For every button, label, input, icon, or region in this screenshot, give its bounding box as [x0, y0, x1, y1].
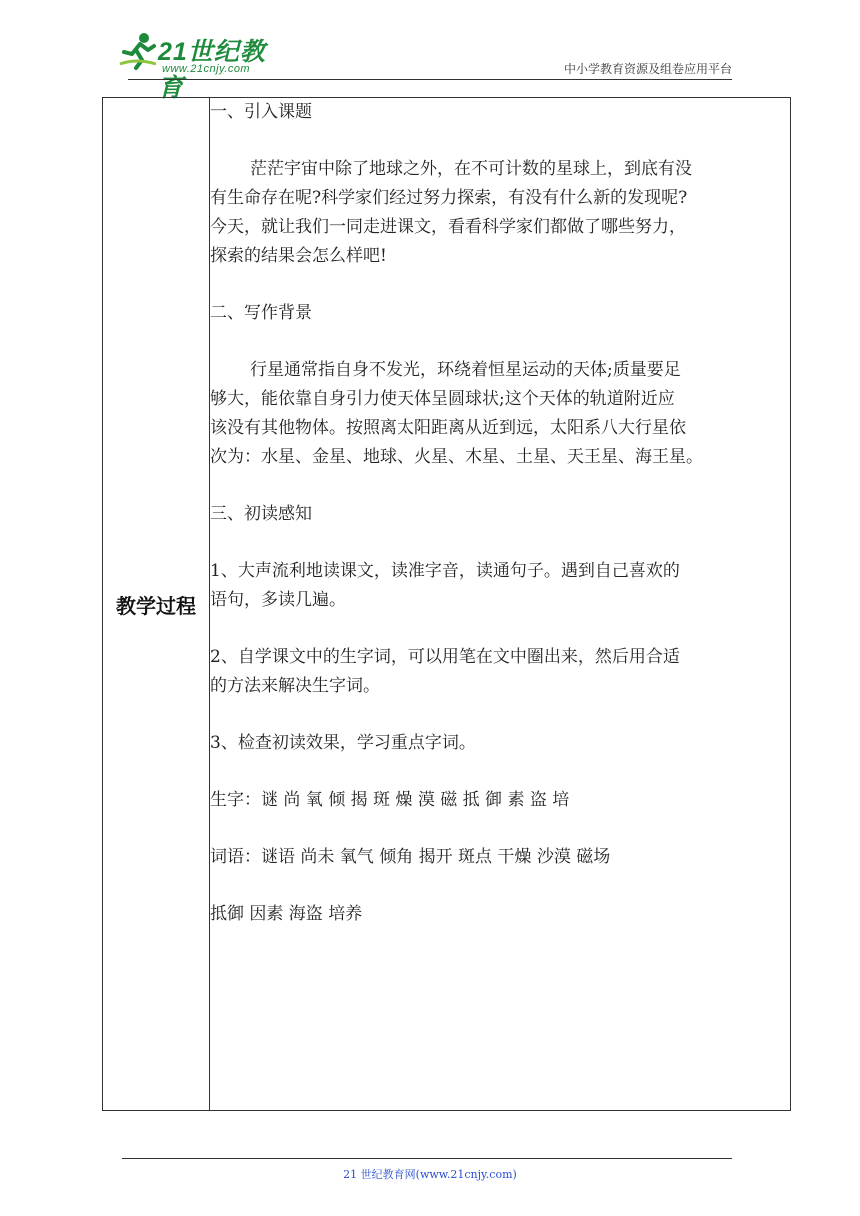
paragraph-line: 行星通常指自身不发光，环绕着恒星运动的天体;质量要足	[250, 360, 681, 380]
row-label: 教学过程	[103, 98, 210, 1111]
logo-url: www.21cnjy.com	[162, 63, 251, 75]
new-characters: 生字：谜 尚 氧 倾 揭 斑 燥 漠 磁 抵 御 素 盗 培	[210, 790, 570, 810]
section-heading: 二、写作背景	[210, 303, 312, 323]
paragraph-line: 今天，就让我们一同走进课文，看看科学家们都做了哪些努力，	[210, 217, 686, 237]
paragraph-line: 茫茫宇宙中除了地球之外，在不可计数的星球上，到底有没	[250, 159, 692, 179]
site-logo[interactable]	[118, 30, 288, 102]
vocabulary-line: 抵御 因素 海盗 培养	[210, 904, 363, 924]
list-item-line: 的方法来解决生字词。	[210, 676, 380, 696]
section-heading: 一、引入课题	[210, 102, 312, 122]
lesson-content	[210, 98, 791, 1111]
section-heading: 三、初读感知	[210, 504, 312, 524]
paragraph-line: 有生命存在呢?科学家们经过努力探索，有没有什么新的发现呢?	[210, 188, 688, 208]
page-header	[0, 0, 860, 102]
footer-link[interactable]: 21 世纪教育网(www.21cnjy.com)	[343, 1168, 517, 1181]
list-item-line: 语句，多读几遍。	[210, 590, 346, 610]
list-item-line: 2、自学课文中的生字词，可以用笔在文中圈出来，然后用合适	[210, 647, 680, 667]
vocabulary-line: 词语：谜语 尚未 氧气 倾角 揭开 斑点 干燥 沙漠 磁场	[210, 847, 611, 867]
footer-divider	[122, 1158, 732, 1159]
header-divider	[128, 79, 732, 80]
paragraph-line: 次为：水星、金星、地球、火星、木星、土星、天王星、海王星。	[210, 447, 703, 467]
logo-text: 21世纪教育	[158, 38, 266, 102]
list-item-line: 3、检查初读效果，学习重点字词。	[210, 733, 476, 753]
lesson-table	[102, 97, 791, 1111]
paragraph-line: 探索的结果会怎么样吧!	[210, 246, 387, 266]
paragraph-line: 该没有其他物体。按照离太阳距离从近到远，太阳系八大行星依	[210, 418, 686, 438]
paragraph-line: 够大，能依靠自身引力使天体呈圆球状;这个天体的轨道附近应	[210, 389, 675, 409]
platform-title: 中小学教育资源及组卷应用平台	[563, 62, 732, 76]
runner-icon	[118, 30, 158, 70]
list-item-line: 1、大声流利地读课文，读准字音，读通句子。遇到自己喜欢的	[210, 561, 680, 581]
